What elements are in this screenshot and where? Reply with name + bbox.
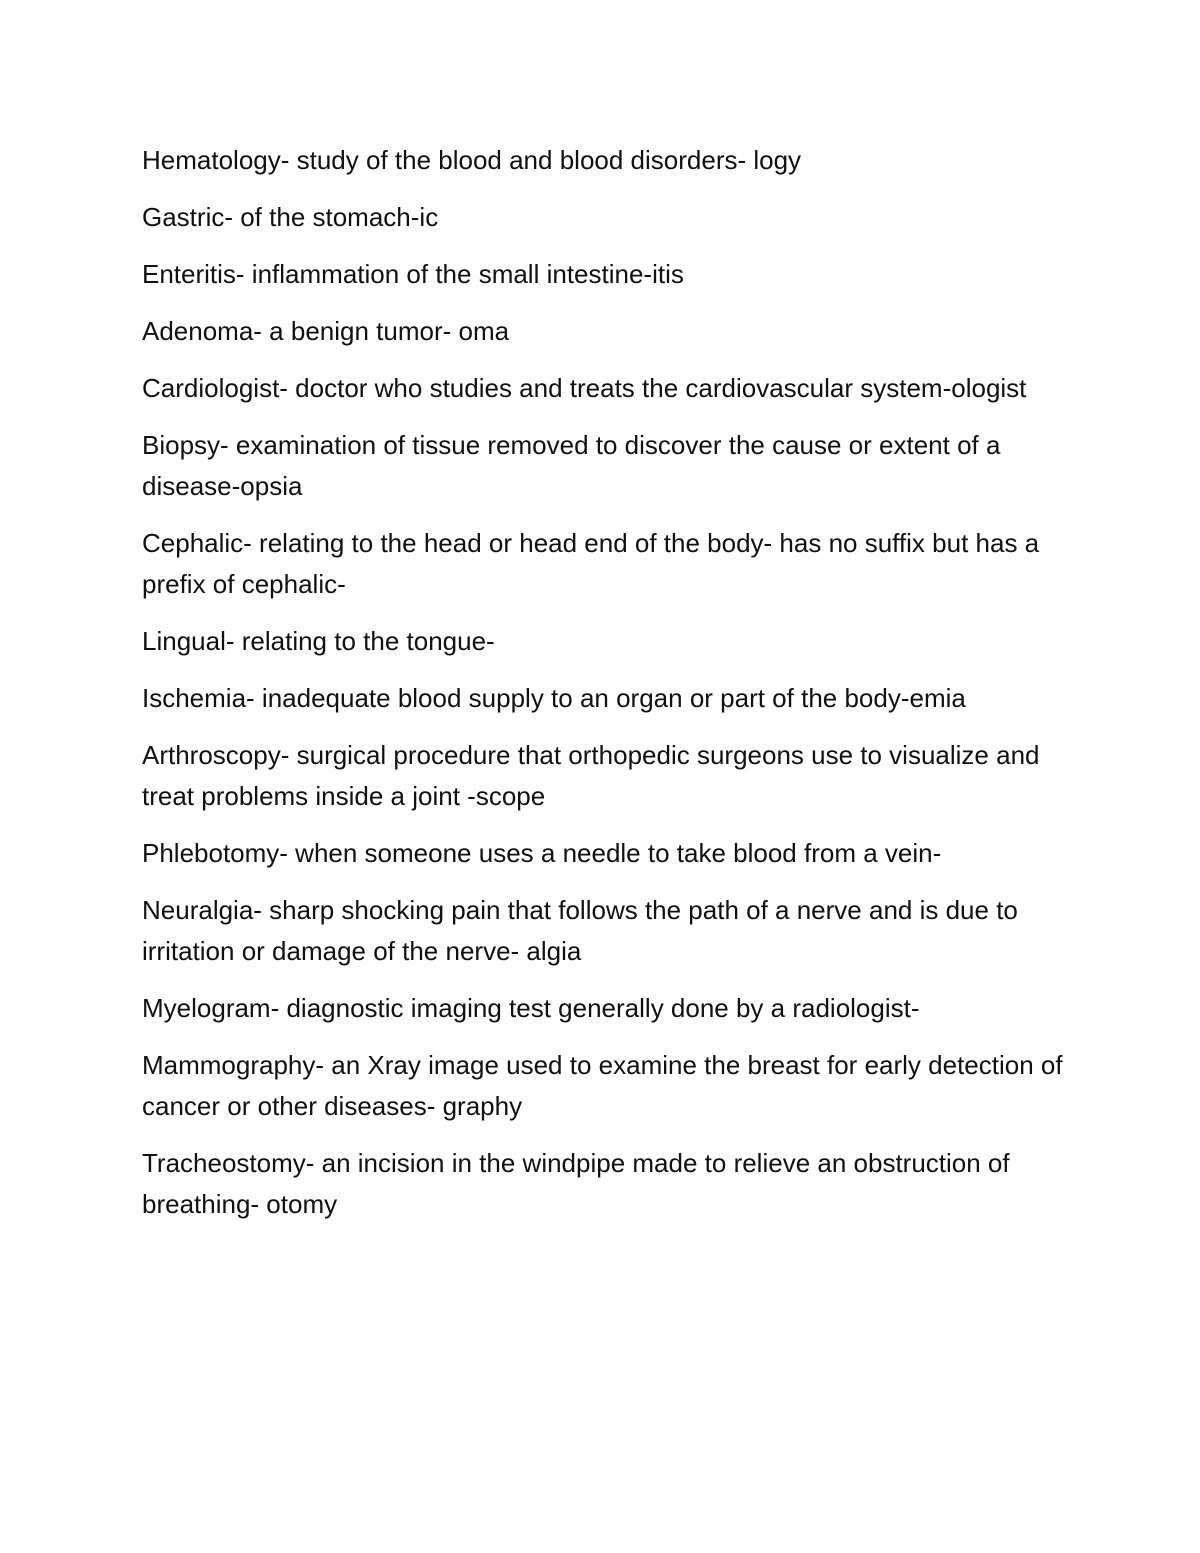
paragraph-arthroscopy: Arthroscopy- surgical procedure that orthopedic surgeons use to visualize and treat problems inside a joint -scope: [142, 740, 1040, 811]
paragraph-cardiologist: Cardiologist- doctor who studies and treats the cardiovascular system-ologist: [142, 373, 1027, 403]
paragraph-cephalic: Cephalic- relating to the head or head end of the body- has no suffix but has a prefix of cephalic-: [142, 528, 1040, 599]
paragraph-biopsy: Biopsy- examination of tissue removed to discover the cause or extent of a disease-opsia: [142, 430, 1001, 501]
document-body: [142, 140, 1072, 1241]
paragraph-myelogram: Myelogram- diagnostic imaging test generally done by a radiologist-: [142, 993, 920, 1023]
paragraph-enteritis: Enteritis- inflammation of the small intestine-itis: [142, 259, 684, 289]
paragraph-gastric: Gastric- of the stomach-ic: [142, 202, 439, 232]
paragraph-adenoma: Adenoma- a benign tumor- oma: [142, 316, 510, 346]
paragraph-tracheostomy: Tracheostomy- an incision in the windpipe made to relieve an obstruction of breathing- otomy: [142, 1148, 1010, 1219]
paragraph-lingual: Lingual- relating to the tongue-: [142, 626, 495, 656]
paragraph-phlebotomy: Phlebotomy- when someone uses a needle to take blood from a vein-: [142, 838, 942, 868]
paragraph-mammography: Mammography- an Xray image used to examine the breast for early detection of cancer or other diseases- graphy: [142, 1050, 1063, 1121]
paragraph-hematology: Hematology- study of the blood and blood disorders- logy: [142, 145, 802, 175]
paragraph-neuralgia: Neuralgia- sharp shocking pain that follows the path of a nerve and is due to irritation or damage of the nerve- algia: [142, 895, 1018, 966]
paragraph-ischemia: Ischemia- inadequate blood supply to an organ or part of the body-emia: [142, 683, 966, 713]
